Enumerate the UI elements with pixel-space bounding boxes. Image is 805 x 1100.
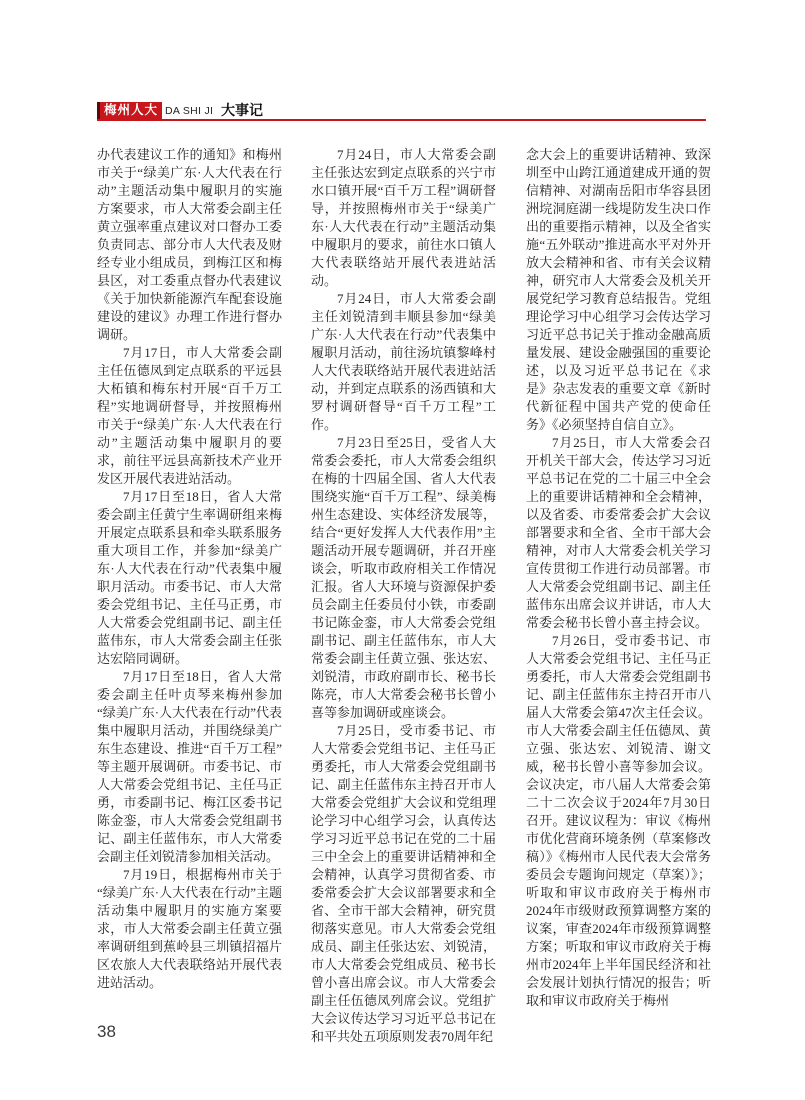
chronicle-entry-continued: 念大会上的重要讲话精神、致深圳至中山跨江通道建成开通的贺信精神、对湖南岳阳市华容县团洲垸洞庭湖一线堤防发生决口作出的重要指示精神，以及全省实施“五外联动”推进高水平对外开放大会精神和省、市有关会议精神，研究市人大常委会及机关开展党纪学习教育总结报告。党组理论学习中心组学习会传达学习习近平总书记关于推动金融高质量发展、建设金融强国的重要论述，以及习近平总书记在《求是》杂志发表的重要文章《新时代新征程中国共产党的使命任务》《必须坚持自信自立》。 <box>526 147 711 432</box>
section-title: 大事记 <box>221 102 263 118</box>
chronicle-entry: 7月17日至18日，省人大常委会副主任黄宁生率调研组来梅开展定点联系县和牵头联系服务重大项目工作，并参加“绿美广东·人大代表在行动”代表集中履职月活动。市委书记、市人大常委会党组书记、主任马正勇，市人大常委会党组副书记、副主任蓝伟东，市人大常委会副主任张达宏陪同调研。 <box>97 489 282 666</box>
chronicle-entry: 7月23日至25日，受省人大常委会委托，市人大常委会组织在梅的十四届全国、省人大代表围绕实施“百千万工程”、绿美梅州生态建设、实体经济发展等，结合“更好发挥人大代表作用”主题活动开展专题调研，并召开座谈会，听取市政府相关工作情况汇报。省人大环境与资源保护委员会副主任委员付小铁，市委副书记陈金銮，市人大常委会党组副书记、副主任蓝伟东，市人大常委会副主任黄立强、张达宏、刘锐清，市政府副市长、秘书长陈亮，市人大常委会秘书长曾小喜等参加调研或座谈会。 <box>311 435 496 720</box>
text-column-2 <box>311 146 496 1046</box>
text-column-1 <box>97 146 282 992</box>
page-number: 38 <box>97 1022 116 1041</box>
chronicle-entry: 7月24日，市人大常委会副主任刘锐清到丰顺县参加“绿美广东·人大代表在行动”代表集中履职月活动，前往汤坑镇黎峰村人大代表联络站开展代表进站活动，并到定点联系的汤西镇和大罗村调研督导“百千万工程”工作。 <box>311 291 496 432</box>
chronicle-entry: 7月25日，市人大常委会召开机关干部大会，传达学习习近平总书记在党的二十届三中全会上的重要讲话精神和全会精神，以及省委、市委常委会扩大会议部署要求和全省、全市干部大会精神，对市人大常委会机关学习宣传贯彻工作进行动员部署。市人大常委会党组副书记、副主任蓝伟东出席会议并讲话，市人大常委会秘书长曾小喜主持会议。 <box>526 435 711 630</box>
chronicle-entry: 7月25日，受市委书记、市人大常委会党组书记、主任马正勇委托，市人大常委会党组副书记、副主任蓝伟东主持召开市人大常委会党组扩大会议和党组理论学习中心组学习会，认真传达学习习近平总书记在党的二十届三中全会上的重要讲话精神和全会精神，认真学习贯彻省委、市委常委会扩大会议部署要求和全省、全市干部大会精神，研究贯彻落实意见。市人大常委会党组成员、副主任张达宏、刘锐清，市人大常委会党组成员、秘书长曾小喜出席会议。市人大常委会副主任伍德凤列席会议。党组扩大会议传达学习习近平总书记在和平共处五项原则发表70周年纪 <box>311 723 496 1044</box>
brand-label: 梅州人大 <box>97 102 162 119</box>
chronicle-entry: 7月26日，受市委书记、市人大常委会党组书记、主任马正勇委托，市人大常委会党组副书记、副主任蓝伟东主持召开市八届人大常委会第47次主任会议。市人大常委会副主任伍德凤、黄立强、张达宏、刘锐清、谢文威，秘书长曾小喜等参加会议。会议决定，市八届人大常委会第二十二次会议于2024年7月30日召开。建议议程为：审议《梅州市优化营商环境条例（草案修改稿）》《梅州市人民代表大会常务委员会专题询问规定（草案）》；听取和审议市政府关于梅州市2024年市级财政预算调整方案的议案，审查2024年市级预算调整方案；听取和审议市政府关于梅州市2024年上半年国民经济和社会发展计划执行情况的报告；听取和审议市政府关于梅州 <box>526 633 711 1008</box>
page-header <box>97 102 706 121</box>
chronicle-entry-continued: 办代表建议工作的通知》和梅州市关于“绿美广东·人大代表在行动”主题活动集中履职月的实施方案要求，市人大常委会副主任黄立强率重点建议对口督办工委负责同志、部分市人大代表及财经专业小组成员，到梅江区和梅县区，对工委重点督办代表建议《关于加快新能源汽车配套设施建设的建议》办理工作进行督办调研。 <box>97 147 282 342</box>
section-title-pinyin: DA SHI JI <box>165 105 214 117</box>
chronicle-entry: 7月17日至18日，省人大常委会副主任叶贞琴来梅州参加“绿美广东·人大代表在行动”代表集中履职月活动，并围绕绿美广东生态建设、推进“百千万工程”等主题开展调研。市委书记、市人大常委会党组书记、主任马正勇，市委副书记、梅江区委书记陈金銮，市人大常委会党组副书记、副主任蓝伟东，市人大常委会副主任刘锐清参加相关活动。 <box>97 669 282 864</box>
chronicle-entry: 7月24日，市人大常委会副主任张达宏到定点联系的兴宁市水口镇开展“百千万工程”调研督导，并按照梅州市关于“绿美广东·人大代表在行动”主题活动集中履职月的要求，前往水口镇人大代表联络站开展代表进站活动。 <box>311 147 496 288</box>
chronicle-entry: 7月19日，根据梅州市关于“绿美广东·人大代表在行动”主题活动集中履职月的实施方案要求，市人大常委会副主任黄立强率调研组到蕉岭县三圳镇招福片区农旅人大代表联络站开展代表进站活动。 <box>97 867 282 990</box>
text-column-3 <box>526 146 711 1010</box>
chronicle-entry: 7月17日，市人大常委会副主任伍德凤到定点联系的平远县大柘镇和梅东村开展“百千万工程”实地调研督导，并按照梅州市关于“绿美广东·人大代表在行动”主题活动集中履职月的要求，前往平远县高新技术产业开发区开展代表进站活动。 <box>97 345 282 486</box>
